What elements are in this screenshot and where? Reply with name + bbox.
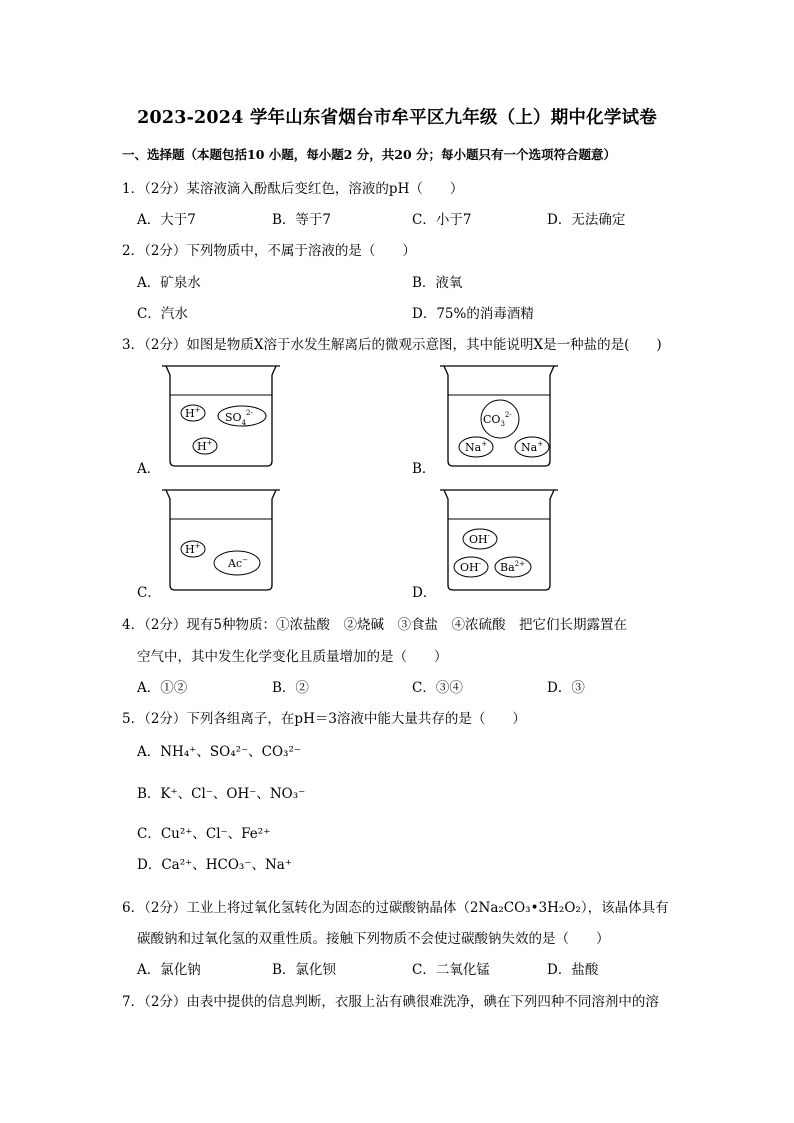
question-5-option-d: D．Ca²⁺、HCO₃⁻、Na⁺ <box>137 857 292 873</box>
question-2-option-b: B．液氧 <box>412 275 463 291</box>
question-6-stem-line-2: 碳酸钠和过氧化氢的双重性质。接触下列物质不会使过碳酸钠失效的是（ ） <box>137 931 610 947</box>
ion-na-plus <box>459 437 493 457</box>
question-2-option-c: C．汽水 <box>137 306 188 322</box>
question-6-option-d: D．盐酸 <box>547 962 599 978</box>
svg-text:H+: H+ <box>185 406 201 420</box>
section-heading: 一、选择题（本题包括10 小题，每小题2 分，共20 分；每小题只有一个选项符合题意） <box>122 147 617 162</box>
ion-ac-minus <box>214 551 260 575</box>
question-5-option-c: C．Cu²⁺、Cl⁻、Fe²⁺ <box>137 826 271 842</box>
svg-text:Ba2+: $Ba^{2+}$ <box>500 560 525 574</box>
question-3-option-d: D． <box>412 585 437 601</box>
question-1-option-c: C．小于7 <box>412 212 472 228</box>
question-5-option-a: A．NH₄⁺、SO₄²⁻、CO₃²⁻ <box>137 744 301 760</box>
question-4-option-c: C．③④ <box>412 680 463 696</box>
question-3-option-c: C． <box>137 585 161 601</box>
question-1-option-a: A．大于7 <box>137 212 196 228</box>
ion-na-plus <box>515 437 549 457</box>
svg-text:CO32-: $CO_3^{2-}$ <box>483 411 512 428</box>
svg-text:H+: H+ <box>197 439 213 453</box>
question-1-stem: 1．（2分）某溶液滴入酚酞后变红色，溶液的pH（ ） <box>122 181 464 197</box>
question-1-option-b: B．等于7 <box>272 212 332 228</box>
question-2-stem: 2．（2分）下列物质中，不属于溶液的是（ ） <box>122 243 416 259</box>
question-1-option-d: D．无法确定 <box>547 212 626 228</box>
question-3-option-a: A． <box>137 461 161 477</box>
beaker-a-diagram <box>160 363 282 469</box>
ion-h-plus <box>181 405 205 421</box>
question-3-option-b: B． <box>412 461 436 477</box>
ion-h-plus <box>193 438 217 454</box>
ion-h-plus <box>181 541 205 557</box>
question-4-option-d: D．③ <box>547 680 585 696</box>
question-4-stem-line-2: 空气中，其中发生化学变化且质量增加的是（ ） <box>137 649 448 665</box>
question-2-option-d: D．75%的消毒酒精 <box>412 306 534 322</box>
question-4-option-b: B．② <box>272 680 309 696</box>
svg-text:Ac−: Ac− <box>228 556 248 570</box>
beaker-c-diagram <box>160 487 282 593</box>
page-title: 2023-2024 学年山东省烟台市牟平区九年级（上）期中化学试卷 <box>137 108 657 128</box>
svg-text:OH-: OH- <box>469 532 490 546</box>
question-7-stem: 7．（2分）由表中提供的信息判断，衣服上沾有碘很难洗净，碘在下列四种不同溶剂中的溶 <box>122 994 659 1010</box>
question-4-stem-line-1: 4．（2分）现有5种物质：①浓盐酸 ②烧碱 ③食盐 ④浓硫酸 把它们长期露置在 <box>122 617 628 633</box>
ion-oh-minus <box>454 557 488 577</box>
question-4-option-a: A．①② <box>137 680 188 696</box>
beaker-b-diagram <box>438 363 560 469</box>
svg-text:Na+: Na+ <box>521 440 544 454</box>
svg-text:H+: H+ <box>185 542 201 556</box>
question-6-option-c: C．二氧化锰 <box>412 962 490 978</box>
ion-ba-2plus <box>495 557 531 577</box>
svg-text:Na+: Na+ <box>465 440 488 454</box>
question-2-option-a: A．矿泉水 <box>137 275 201 291</box>
ion-so4 <box>218 406 266 427</box>
question-3-stem: 3．（2分）如图是物质X溶于水发生解离后的微观示意图，其中能说明X是一种盐的是( ) <box>122 337 662 353</box>
question-6-option-b: B．氯化钡 <box>272 962 336 978</box>
beaker-d-diagram <box>438 487 560 593</box>
svg-text:SO42-: $SO_4^{2-}$ <box>225 409 253 427</box>
ion-oh-minus <box>463 529 497 549</box>
question-5-stem: 5．（2分）下列各组离子，在pH＝3溶液中能大量共存的是（ ） <box>122 711 526 727</box>
question-6-stem-line-1: 6．（2分）工业上将过氧化氢转化为固态的过碳酸钠晶体（2Na₂CO₃•3H₂O₂），该晶体具有 <box>122 900 669 916</box>
ion-co3 <box>481 400 519 438</box>
question-5-option-b: B．K⁺、Cl⁻、OH⁻、NO₃⁻ <box>137 786 306 802</box>
question-6-option-a: A．氯化钠 <box>137 962 201 978</box>
svg-text:OH-: OH- <box>460 560 481 574</box>
